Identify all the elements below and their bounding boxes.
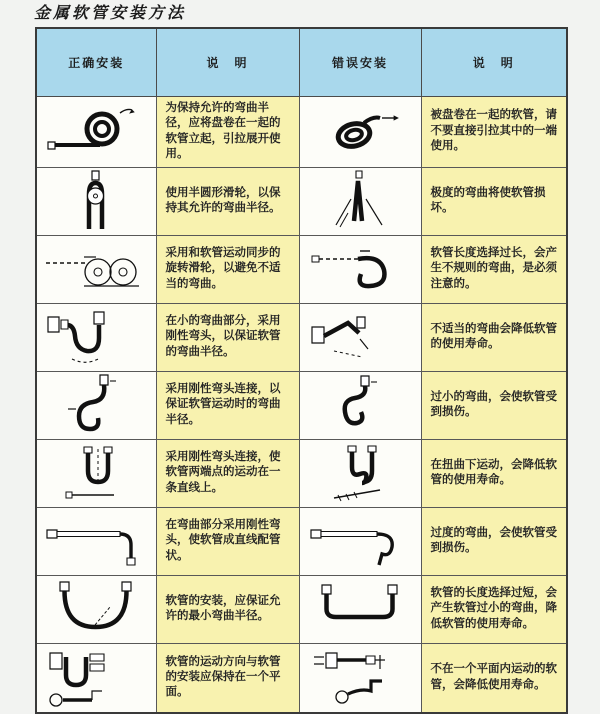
correct-description: 采用和软管运动同步的旋转滑轮，以避免不适当的弯曲。 bbox=[156, 235, 299, 303]
table-row bbox=[36, 507, 567, 575]
header-explanation-1: 说 明 bbox=[156, 28, 299, 96]
wrong-illustration-cell bbox=[299, 507, 421, 575]
table-row bbox=[36, 167, 567, 235]
correct-illustration-cell bbox=[36, 303, 156, 371]
twisted-u-bend-icon bbox=[304, 441, 416, 505]
too-short-hose-flat-u-icon bbox=[304, 577, 416, 641]
correct-description: 采用刚性弯头连接，以保证软管运动时的弯曲半径。 bbox=[156, 371, 299, 439]
header-row bbox=[36, 28, 567, 96]
table-row bbox=[36, 575, 567, 643]
movement-in-one-plane-icon bbox=[40, 645, 152, 711]
wrong-description: 极度的弯曲将使软管损坏。 bbox=[421, 167, 567, 235]
coiled-hose-stood-up-icon bbox=[40, 100, 152, 164]
header-wrong-install: 错误安装 bbox=[299, 28, 421, 96]
wrong-description: 不在一个平面内运动的软管，会降低使用寿命。 bbox=[421, 643, 567, 713]
correct-description: 采用刚性弯头连接，使软管两端点的运动在一条直线上。 bbox=[156, 439, 299, 507]
hose-over-semicircular-pulley-icon bbox=[40, 169, 152, 233]
minimum-bend-radius-u-loop-icon bbox=[40, 577, 152, 641]
overlong-hose-irregular-bend-icon bbox=[304, 237, 416, 301]
wrong-description: 不适当的弯曲会降低软管的使用寿命。 bbox=[421, 303, 567, 371]
page-title: 金属软管安装方法 bbox=[34, 5, 187, 22]
wrong-illustration-cell bbox=[299, 575, 421, 643]
wrong-description: 过小的弯曲，会使软管受到损伤。 bbox=[421, 371, 567, 439]
correct-description: 为保持允许的弯曲半径，应将盘卷在一起的软管立起，引拉展开使用。 bbox=[156, 96, 299, 167]
wrong-description: 软管的长度选择过短，会产生软管过小的弯曲，降低软管的使用寿命。 bbox=[421, 575, 567, 643]
table-row bbox=[36, 439, 567, 507]
table-row bbox=[36, 235, 567, 303]
wrong-description: 过度的弯曲，会使软管受到损伤。 bbox=[421, 507, 567, 575]
correct-description: 在小的弯曲部分，采用刚性弯头，以保证软管的弯曲半径。 bbox=[156, 303, 299, 371]
wrong-illustration-cell bbox=[299, 439, 421, 507]
correct-description: 使用半圆形滑轮，以保持其允许的弯曲半径。 bbox=[156, 167, 299, 235]
excessively-bent-end-icon bbox=[304, 509, 416, 573]
table-row bbox=[36, 371, 567, 439]
correct-illustration-cell bbox=[36, 371, 156, 439]
wrong-illustration-cell bbox=[299, 167, 421, 235]
straight-piping-with-rigid-elbow-icon bbox=[40, 509, 152, 573]
table-row bbox=[36, 643, 567, 713]
correct-illustration-cell bbox=[36, 507, 156, 575]
correct-description: 在弯曲部分采用刚性弯头，使软管成直线配管状。 bbox=[156, 507, 299, 575]
correct-illustration-cell bbox=[36, 575, 156, 643]
rigid-elbow-small-bend-icon bbox=[40, 305, 152, 369]
wrong-illustration-cell bbox=[299, 643, 421, 713]
coiled-hose-pulled-from-end-icon bbox=[304, 100, 416, 164]
installation-methods-table bbox=[35, 27, 568, 714]
wrong-description: 软管长度选择过长，会产生不规则的弯曲，是必须注意的。 bbox=[421, 235, 567, 303]
correct-description: 软管的安装，应保证允许的最小弯曲半径。 bbox=[156, 575, 299, 643]
correct-illustration-cell bbox=[36, 167, 156, 235]
rigid-elbow-connection-s-curve-icon bbox=[40, 373, 152, 437]
wrong-illustration-cell bbox=[299, 303, 421, 371]
wrong-illustration-cell bbox=[299, 96, 421, 167]
correct-illustration-cell bbox=[36, 439, 156, 507]
improper-bend-icon bbox=[304, 305, 416, 369]
u-bend-ends-in-line-icon bbox=[40, 441, 152, 505]
synchronized-rotating-pulley-icon bbox=[40, 237, 152, 301]
correct-description: 软管的运动方向与软管的安装应保持在一个平面。 bbox=[156, 643, 299, 713]
extremely-bent-hose-icon bbox=[304, 169, 416, 233]
movement-out-of-plane-icon bbox=[304, 645, 416, 711]
wrong-illustration-cell bbox=[299, 235, 421, 303]
header-correct-install: 正确安装 bbox=[36, 28, 156, 96]
wrong-description: 被盘卷在一起的软管，请不要直接引拉其中的一端使用。 bbox=[421, 96, 567, 167]
wrong-description: 在扭曲下运动，会降低软管的使用寿命。 bbox=[421, 439, 567, 507]
table-row bbox=[36, 303, 567, 371]
too-small-bend-s-curve-icon bbox=[304, 373, 416, 437]
correct-illustration-cell bbox=[36, 96, 156, 167]
correct-illustration-cell bbox=[36, 643, 156, 713]
table-row bbox=[36, 96, 567, 167]
header-explanation-2: 说 明 bbox=[421, 28, 567, 96]
wrong-illustration-cell bbox=[299, 371, 421, 439]
correct-illustration-cell bbox=[36, 235, 156, 303]
